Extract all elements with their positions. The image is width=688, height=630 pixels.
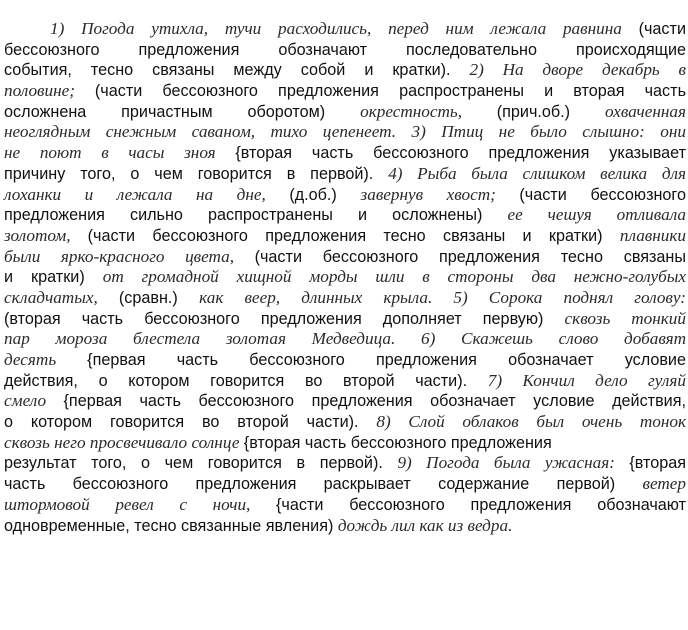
text-segment: 7) Кончил дело гуляй: [487, 370, 686, 390]
text-line: [4, 329, 686, 350]
text-segment: сквозь тонкий: [564, 308, 686, 328]
text-segment: были ярко-красного цвета,: [4, 246, 255, 266]
text-segment: одновременные, тесно связанные явления): [4, 516, 338, 535]
text-segment: (части: [638, 20, 686, 38]
text-line: [4, 19, 686, 40]
text-segment: десять: [4, 350, 88, 369]
text-segment: (д.об.): [289, 185, 361, 204]
text-segment: (части бессоюзного предложения тесно связаны и кратки): [87, 226, 620, 245]
text-line: [4, 81, 686, 102]
text-segment: {части бессоюзного предложения обозначают: [275, 495, 686, 514]
text-line: [4, 143, 686, 164]
text-segment: неоглядным снежным саваном, тихо цепенеет. 3) Птиц не было слышно: они: [4, 122, 686, 142]
text-segment: {первая часть бессоюзного предложения обозначает условие: [87, 351, 686, 369]
text-segment: сквозь него просвечивало солнце: [4, 432, 244, 452]
text-line: [4, 412, 686, 433]
text-segment: окрестность,: [360, 101, 497, 121]
text-segment: предложения сильно распространены и осложнены): [4, 206, 508, 225]
text-line: [4, 516, 686, 537]
text-segment: не поют в часы зноя: [4, 143, 236, 163]
text-segment: как веер, длинных крыла. 5) Сорока поднял голову:: [199, 287, 686, 307]
text-segment: причину того, о чем говорится в первой).: [4, 164, 389, 183]
text-segment: бессоюзного предложения обозначают последовательно происходящие: [4, 40, 686, 59]
text-segment: лоханки и лежала на дне,: [4, 184, 290, 204]
text-line: [4, 226, 686, 247]
text-segment: (вторая часть бессоюзного предложения дополняет первую): [4, 309, 565, 328]
text-segment: охваченная: [604, 101, 687, 121]
text-line: [4, 288, 686, 309]
text-segment: 2) На дворе декабрь в: [469, 60, 687, 80]
text-segment: действия, о котором говорится во второй части).: [4, 371, 488, 390]
text-segment: 4) Рыба была слишком велика для: [388, 163, 686, 183]
text-segment: ее чешуя отливала: [507, 205, 686, 225]
text-segment: дождь лил как из ведра.: [337, 515, 513, 535]
text-segment: 1) Погода утихла, тучи расходились, перед ним лежала равнина: [50, 19, 639, 38]
text-segment: (части бессоюзного предложения тесно связаны: [254, 247, 687, 266]
text-segment: {вторая часть бессоюзного предложения указывает: [235, 144, 686, 163]
text-line: [4, 350, 686, 371]
text-line: [4, 371, 686, 392]
text-line: [4, 247, 686, 268]
text-segment: и кратки): [4, 268, 103, 287]
text-segment: (части бессоюзного предложения распространены и вторая часть: [94, 82, 686, 101]
text-line: [4, 474, 686, 495]
text-segment: (сравн.): [118, 288, 200, 307]
text-segment: пар мороза блестела золотая Медведица. 6) Скажешь слово добавят: [4, 329, 686, 349]
text-segment: золотом,: [4, 225, 88, 245]
text-segment: осложнена причастным оборотом): [4, 102, 361, 121]
text-segment: 9) Погода была ужасная:: [397, 453, 630, 473]
text-segment: (прич.об.): [496, 102, 605, 121]
text-segment: о котором говорится во второй части).: [4, 413, 377, 432]
text-line: [4, 185, 686, 206]
text-segment: 8) Слой облаков был очень тонок: [376, 412, 686, 432]
text-line: [4, 267, 686, 288]
text-line: [4, 391, 686, 412]
text-body: [4, 19, 688, 536]
text-segment: {вторая: [629, 454, 686, 473]
text-segment: завернув хвост;: [360, 184, 520, 204]
text-segment: часть бессоюзного предложения раскрывает содержание первой): [4, 475, 643, 494]
text-line: [4, 40, 686, 61]
text-line: [4, 205, 686, 226]
text-segment: складчатых,: [4, 287, 119, 307]
text-line: [4, 433, 686, 454]
text-segment: плавники: [619, 225, 686, 245]
text-segment: (части бессоюзного: [519, 185, 686, 204]
text-segment: смело: [4, 391, 64, 411]
text-segment: половине;: [4, 81, 95, 101]
text-line: [4, 102, 686, 123]
text-line: [4, 60, 686, 81]
text-line: [4, 122, 686, 143]
text-line: [4, 453, 686, 474]
text-segment: {первая часть бессоюзного предложения обозначает условие действия,: [63, 392, 686, 411]
text-segment: от громадной хищной морды шли в стороны два нежно-голубых: [102, 267, 686, 287]
document-page: [0, 19, 688, 630]
text-segment: штормовой ревел с ночи,: [4, 494, 276, 514]
text-line: [4, 495, 686, 516]
text-line: [4, 309, 686, 330]
text-segment: {вторая часть бессоюзного предложения: [243, 433, 552, 452]
text-line: [4, 164, 686, 185]
text-segment: события, тесно связаны между собой и кратки).: [4, 61, 470, 80]
text-segment: результат того, о чем говорится в первой).: [4, 454, 398, 473]
text-segment: ветер: [642, 474, 686, 494]
